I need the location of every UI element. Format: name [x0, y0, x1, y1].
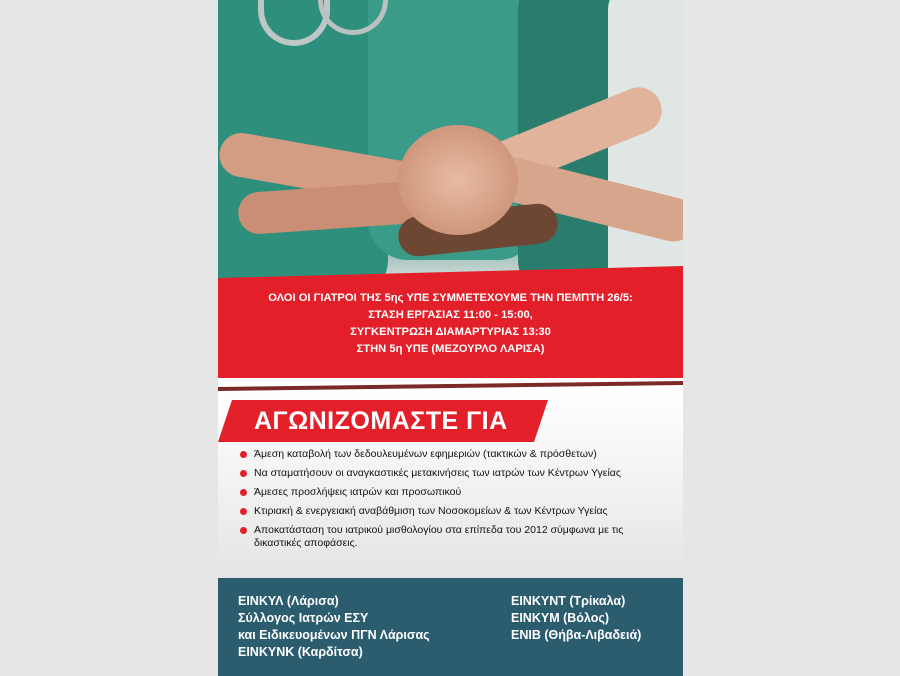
poster	[218, 0, 683, 676]
announcement-text	[218, 290, 683, 358]
list-item	[238, 505, 678, 518]
demand-text: Αποκατάσταση του ιατρικού μισθολογίου στα επίπεδα του 2012 σύμφωνα με τις δικαστικές αποφάσεις.	[254, 524, 624, 549]
list-item	[238, 524, 683, 550]
list-item	[238, 467, 678, 480]
bullet-icon	[240, 489, 247, 496]
union-name: ΕΙΝΚΥΜ (Βόλος)	[511, 611, 610, 625]
unions-right	[511, 593, 641, 644]
announcement-line: ΣΤΗΝ 5η ΥΠΕ (ΜΕΖΟΥΡΛΟ ΛΑΡΙΣΑ)	[356, 343, 545, 355]
stacked-hands	[398, 125, 518, 235]
demand-text: Άμεσες προσλήψεις ιατρών και προσωπικού	[254, 486, 462, 498]
demand-text: Να σταματήσουν οι αναγκαστικές μετακινήσεις των ιατρών των Κέντρων Υγείας	[254, 467, 621, 479]
announcement-line: ΣΤΑΣΗ ΕΡΓΑΣΙΑΣ 11:00 - 15:00,	[368, 309, 533, 321]
union-name: ΕΙΝΚΥΛ (Λάρισα)	[238, 594, 339, 608]
hands-together-photo	[218, 0, 683, 278]
union-name: και Ειδικευομένων ΠΓΝ Λάρισας	[238, 628, 430, 642]
union-name: ΕΝΙΒ (Θήβα-Λιβαδειά)	[511, 628, 642, 642]
announcement-line: ΣΥΓΚΕΝΤΡΩΣΗ ΔΙΑΜΑΡΤΥΡΙΑΣ 13:30	[350, 326, 551, 338]
bullet-icon	[240, 470, 247, 477]
bullet-icon	[240, 527, 247, 534]
list-item	[238, 448, 678, 461]
union-name: Σύλλογος Ιατρών ΕΣΥ	[238, 611, 369, 625]
announcement-line: ΟΛΟΙ ΟΙ ΓΙΑΤΡΟΙ ΤΗΣ 5ης ΥΠΕ ΣΥΜΜΕΤΕΧΟΥΜΕ ΤΗΝ ΠΕΜΠΤΗ 26/5:	[268, 292, 633, 304]
union-name: ΕΙΝΚΥΝΚ (Καρδίτσα)	[238, 645, 363, 659]
bullet-icon	[240, 451, 247, 458]
unions-left	[238, 593, 430, 661]
bullet-icon	[240, 508, 247, 515]
list-item	[238, 486, 678, 499]
heading: ΑΓΩΝΙΖΟΜΑΣΤΕ ΓΙΑ	[254, 407, 508, 435]
demand-text: Άμεση καταβολή των δεδουλευμένων εφημεριών (τακτικών & πρόσθετων)	[254, 448, 597, 460]
demand-text: Κτιριακή & ενεργειακή αναβάθμιση των Νοσοκομείων & των Κέντρων Υγείας	[254, 505, 608, 517]
union-name: ΕΙΝΚΥΝΤ (Τρίκαλα)	[511, 594, 626, 608]
demands-list	[238, 448, 678, 556]
